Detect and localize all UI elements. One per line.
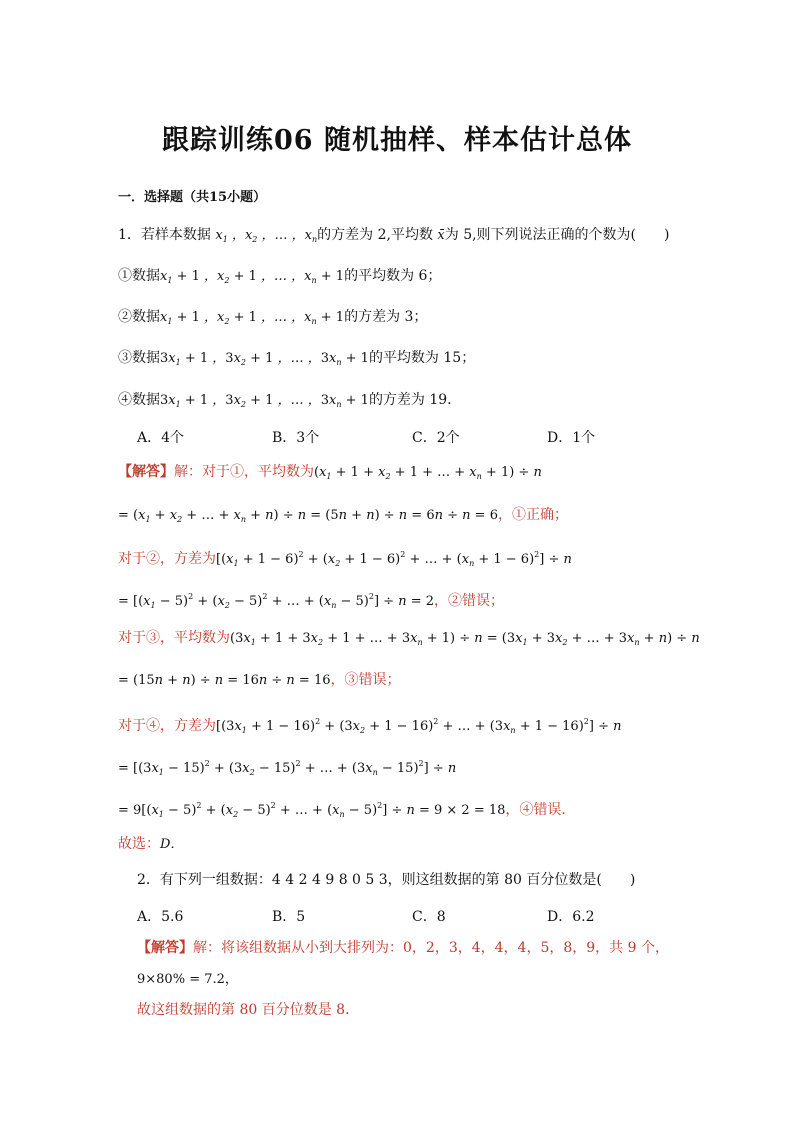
q1-answer-line-3: 对于②，方差为[$(x_1 + 1 - 6)^2 + (x_2 + 1 - 6)^2$ + … + $(x_n + 1 - 6)^2] \div n$	[118, 550, 572, 568]
q1-statement-4: ④数据$3x_1 + 1$ ，$3x_2 + 1$ ，… ，$3x_n + 1$的方差为 19．	[118, 392, 462, 409]
q2-stem: 2．有下列一组数据：4 4 2 4 9 8 0 5 3，则这组数据的第 80 百分位数是( )	[137, 872, 636, 888]
q2-option-d: D．6.2	[547, 909, 595, 925]
q2-option-b: B．5	[272, 909, 306, 925]
section-heading: 一．选择题（共15小题）	[118, 190, 267, 205]
q1-options	[0, 428, 794, 448]
q1-answer-line-8: = [$(3x_1 - 15)^2 + (3x_2 - 15)^2$ + … + $(3x_n - 15)^2] \div n$	[118, 759, 457, 777]
q1-statement-1: ①数据$x_1 + 1$ ，$x_2 + 1$ ，… ，$x_n + 1$的平均数为 6；	[118, 268, 442, 285]
q1-statement-3: ③数据$3x_1 + 1$ ，$3x_2 + 1$ ，… ，$3x_n + 1$的平均数为 15；	[118, 350, 476, 367]
q1-answer-line-1: 【解答】解：对于①，平均数为($x_1 + 1 + x_2 + 1$ + … + $x_n + 1) \div n$	[118, 464, 542, 481]
mean-symbol: x̄	[437, 228, 445, 243]
answer-tag: 【解答】	[137, 940, 193, 956]
q2-conclusion: 故这组数据的第 80 百分位数是 8．	[137, 1002, 360, 1018]
q1-statement-2: ②数据$x_1 + 1$ ，$x_2 + 1$ ，… ，$x_n + 1$的方差为 3；	[118, 309, 428, 326]
q1-stem: 1．若样本数据 $x_1$ ，$x_2$ ，… ，$x_n$的方差为 2,平均数 x̄为 5,则下列说法正确的个数为( )	[118, 227, 670, 244]
q1-answer-line-2: = ($x_1 + x_2$ + … + $x_n + n) \div n = (5n + n) \div n = 6n \div n = 6$，①正确；	[118, 507, 568, 524]
q2-options	[0, 907, 794, 927]
q1-answer-line-9: = $9[(x_1 - 5)^2 + (x_2 - 5)^2$ + … + $(x_n - 5)^2] \div n = 9 \times 2 = 18$，④错误．	[118, 801, 576, 819]
q2-option-c: C．8	[412, 909, 446, 925]
q1-option-d: D．1个	[547, 430, 596, 446]
q2-answer-line-2: 9×80% = 7.2，	[137, 972, 238, 987]
q2-option-a: A．5.6	[137, 909, 184, 925]
q1-answer-line-5: 对于③，平均数为($3x_1 + 1 + 3x_2 + 1$ + … + $3x_n + 1) \div n = (3x_1 + 3x_2$ + … + $3x_n + n) \div n$	[118, 630, 700, 647]
q1-option-c: C．2个	[412, 430, 460, 446]
q1-answer-line-7: 对于④，方差为[$(3x_1 + 1 - 16)^2 + (3x_2 + 1 - 16)^2$ + … + $(3x_n + 1 - 16)^2] \div n$	[118, 717, 622, 735]
q1-answer-line-4: = [$(x_1 - 5)^2 + (x_2 - 5)^2$ + … + $(x_n - 5)^2] \div n = 2$，②错误；	[118, 592, 504, 610]
q1-option-a: A．4个	[137, 430, 185, 446]
q1-option-b: B．3个	[272, 430, 320, 446]
page-title: 跟踪训练06 随机抽样、样本估计总体	[162, 125, 632, 156]
q2-answer-line-1: 【解答】解：将该组数据从小到大排列为：0，2，3，4，4，4，5，8，9，共 9 个，	[137, 940, 669, 956]
q1-answer-line-6: = (15n + n) ÷ n = 16n ÷ n = 16，③错误；	[118, 672, 401, 688]
q1-conclusion: 故选：D．	[118, 836, 184, 852]
answer-tag: 【解答】	[118, 464, 174, 480]
q1-data-list: $x_1$ ，$x_2$ ，… ，$x_n$	[215, 228, 318, 244]
